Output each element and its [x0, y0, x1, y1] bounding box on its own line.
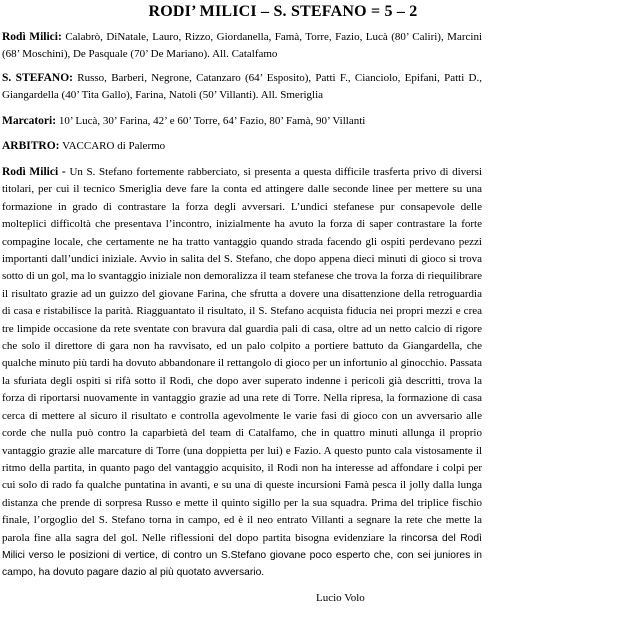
- scorers-text: 10’ Lucà, 30’ Farina, 42’ e 60’ Torre, 64’ Fazio, 80’ Famà, 90’ Villanti: [58, 115, 366, 127]
- lineup-rodi: [2, 29, 482, 63]
- scorers: [2, 113, 482, 130]
- lineup-stefano: [2, 70, 482, 104]
- match-title: RODI’ MILICI – S. STEFANO = 5 – 2: [148, 3, 418, 20]
- lineup-rodi-label: Rodì Milici:: [2, 31, 62, 43]
- article-lead: Rodì Milici -: [2, 166, 66, 178]
- scorers-label: Marcatori:: [2, 115, 57, 127]
- lineup-stefano-players: Russo, Barberi, Negrone, Catanzaro (64’ Esposito), Patti F., Cianciolo, Epifani, Patti D., Giangardella (40’ Tita Gallo), Farina, Natoli (50’ Villanti). All. Smeriglia: [2, 72, 482, 101]
- lineup-rodi-players: Calabrò, DiNatale, Lauro, Rizzo, Giordanella, Famà, Torre, Fazio, Lucà (80’ Caliri), Marcini (68’ Moschini), De Pasquale (70’ De Mariano). All. Catalfamo: [2, 31, 483, 60]
- article-text: Un S. Stefano fortemente rabberciato, si presenta a questa difficile trasferta privo di diversi titolari, per cui il tecnico Smeriglia deve fare la conta ed attingere dalle seconde linee per mettere su una formazione in grado di contrastare la forza degli avversari. L’undici stefanese pur consapevole delle molteplici difficoltà che presentava l’incontro, inizialmente ha avuto la forza di saper contrastare la forte compagine locale, che certamente ne ha tratto vantaggio quando strada facendo gli ospiti perdevano pezzi importanti dall’undici iniziale. Avvio in salita del S. Stefano, che dopo appena dieci minuti di gioco si trova sotto di un gol, ma lo svantaggio iniziale non demoralizza il team stefanese che trova la forza di riequilibrare il risultato grazie ad un guizzo del giovane Farina, che sfrutta a dovere una disattenzione della retroguardia di casa e ristabilisce la parità. Riagguantato il risultato, il S. Stefano acquista fiducia nei propri mezzi e crea tre limpide occasione da rete sventate con bravura dal guardia pali di casa, oltre ad un netto calcio di rigore che solo il direttore di gara non ha ravvisato, ed un palo colpito a portiere battuto da Giangardella, che qualche minuto più tardi ha dovuto abbandonare il rettangolo di gioco per un infortunio al ginocchio. Passata la sfuriata degli ospiti si rifà sotto il Rodì, che dopo aver superato indenne i pericoli già descritti, trova la forza di riportarsi nuovamente in vantaggio grazie ad una rete di Torre. Nella ripresa, la formazione di casa cerca di mettere al sicuro il risultato e controlla agevolmente le varie fasi di gioco con un avversario alle corde che nulla può contro la caparbietà del team di Catalfamo, che in quattro minuti allunga il proprio vantaggio grazie alle marcature di Torre (una doppietta per lui) e Fazio. A questo punto cala vistosamente il ritmo della partita, in quanto pago del vantaggio acquisito, il Rodì non ha interesse ad affondare i colpi per cui solo di rado fa qualche puntatina in avanti, e su una di queste incursioni Famà pesca il jolly dalla lunga distanza che prende di sorpresa Russo e mette il quinto sigillo per la sua squadra. Prima del triplice fischio finale, l’orgoglio del S. Stefano torna in campo, ed è il neo entrato Villanti a segnare la rete che mette la parola fine alla sagra del gol. Nelle riflessioni del dopo partita bisogna evidenziare la: [2, 166, 483, 544]
- referee: [2, 138, 482, 155]
- referee-label: ARBITRO:: [2, 140, 60, 152]
- referee-text: VACCARO di Palermo: [62, 140, 166, 152]
- article-body: [2, 164, 482, 582]
- article-tail: rincorsa del Rodì Milici verso le posizioni di vertice, di contro un S.Stefano giovane poco esperto che, con sei juniores in campo, ha dovuto pagare dazio al più quotato avversario.: [2, 532, 482, 579]
- lineup-stefano-label: S. STEFANO:: [2, 72, 73, 84]
- author-signature: Lucio Volo: [316, 592, 365, 604]
